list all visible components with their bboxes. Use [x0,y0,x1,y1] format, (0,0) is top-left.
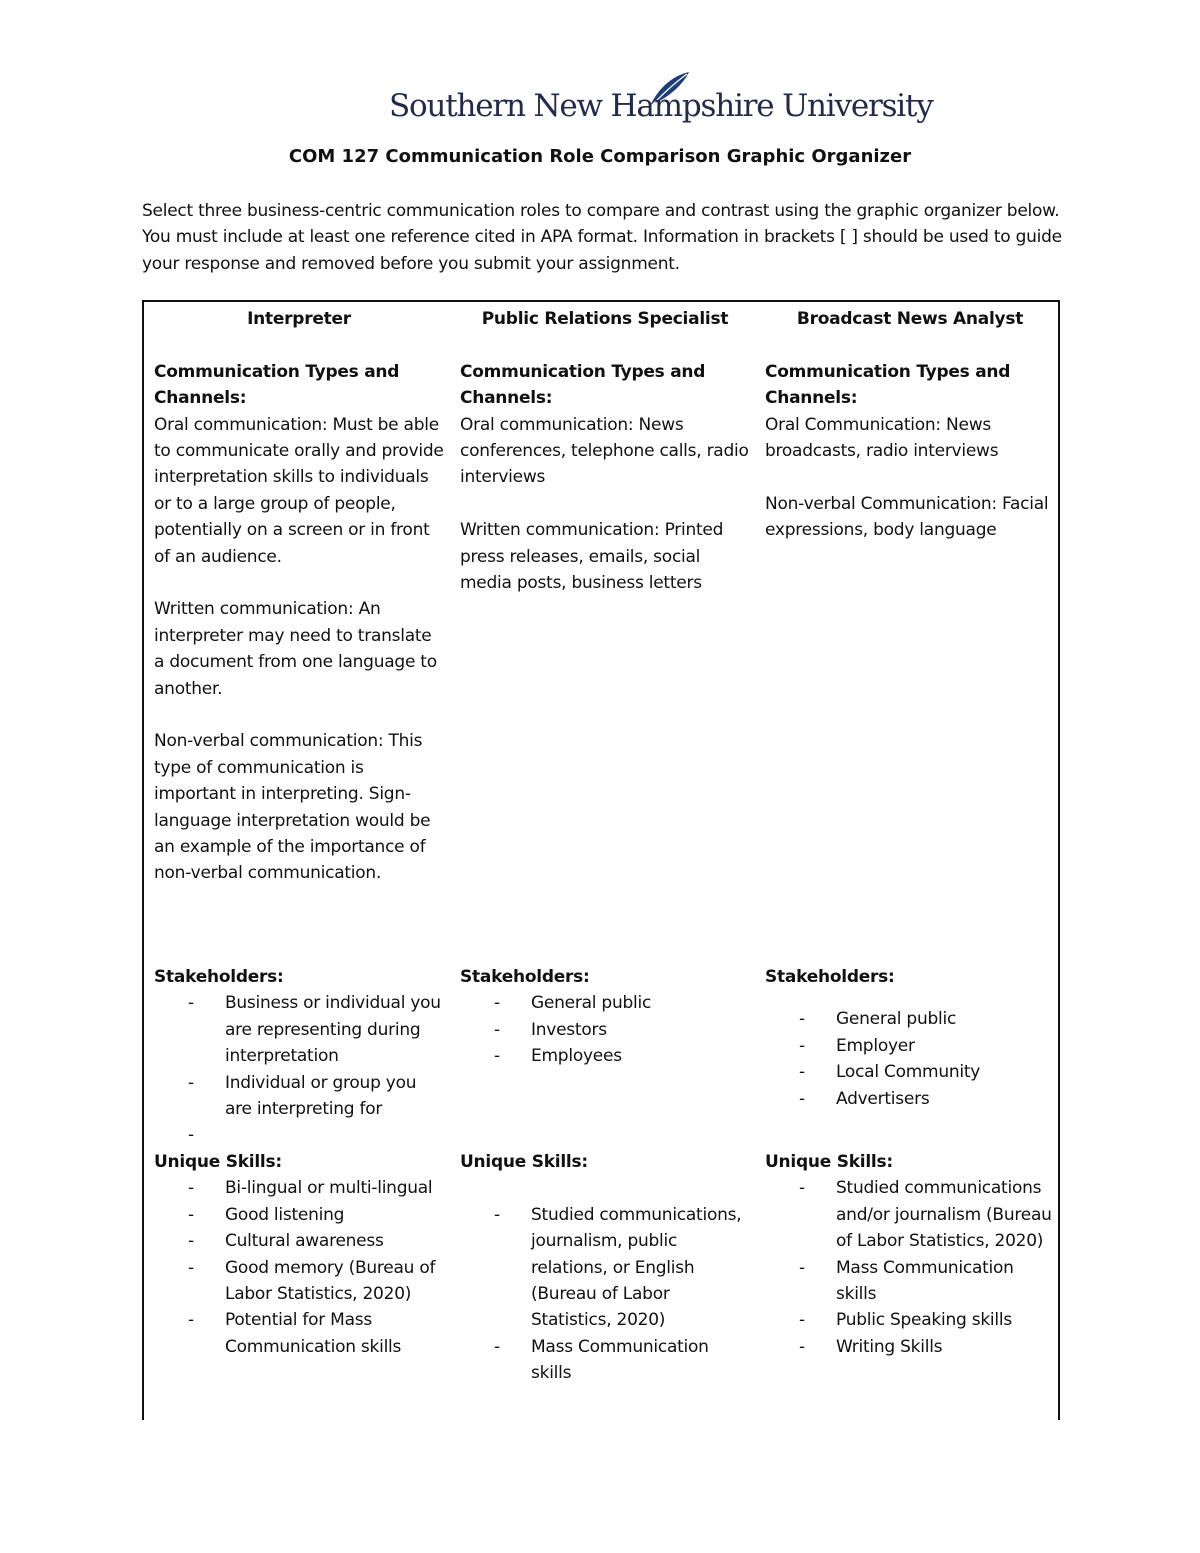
section-title-stakeholders: Stakeholders: [154,967,284,987]
skills-block [765,1149,1055,1360]
column-broadcast-news-analyst [765,302,1055,1357]
section-title-stakeholders: Stakeholders: [460,967,590,987]
list-item: - Public Speaking skills [765,1307,1055,1333]
university-name: Southern New Hampshire University [389,88,933,124]
column-header: Broadcast News Analyst [796,309,1024,329]
list-item [154,1122,444,1148]
column-public-relations-specialist [460,302,750,1384]
section-title-stakeholders: Stakeholders: [765,967,895,987]
list-item: - Cultural awareness [154,1228,444,1254]
skills-block [154,1149,444,1360]
list-item: - Employer [765,1033,1055,1059]
skills-list [765,1175,1055,1360]
list-item: - Potential for Mass Communication skills [154,1307,444,1360]
list-item: - Local Community [765,1059,1055,1085]
list-item: - Writing Skills [765,1334,1055,1360]
section-title-skills: Unique Skills: [765,1152,893,1172]
stakeholders-list [765,1006,1055,1112]
list-item: - Employees [460,1043,750,1069]
column-header: Interpreter [247,309,351,329]
communication-text: Oral communication: News conferences, telephone calls, radio interviews [460,414,749,488]
university-logo [385,70,933,140]
communication-text: Non-verbal Communication: Facial expressions, body language [765,493,1049,541]
section-title-communication: Communication Types and Channels: [460,361,706,409]
stakeholders-list [460,990,750,1069]
section-title-skills: Unique Skills: [154,1152,282,1172]
list-item: - Bi-lingual or multi-lingual [154,1175,444,1201]
list-item: - Studied communications, journalism, public relations, or English (Bureau of Labor Statistics, 2020) [460,1202,750,1334]
list-item: - General public [460,990,750,1016]
communication-text: Written communication: Printed press releases, emails, social media posts, business letters [460,520,724,594]
list-item: - Advertisers [765,1086,1055,1112]
graphic-organizer-table [142,300,1060,1420]
skills-list [154,1175,444,1360]
list-item: - Good memory (Bureau of Labor Statistics, 2020) [154,1255,444,1308]
instructions-paragraph: Select three business-centric communication roles to compare and contrast using the graphic organizer below. You must include at least one reference cited in APA format. Information in brackets [ ] should be used to guide your response and removed before you submit your assignment. [142,201,1062,274]
list-item: - Investors [460,1017,750,1043]
column-interpreter [154,302,444,1357]
section-title-skills: Unique Skills: [460,1152,588,1172]
skills-list [460,1202,750,1387]
section-title-communication: Communication Types and Channels: [765,361,1011,409]
skills-block [460,1149,750,1387]
list-item: - Mass Communication skills [765,1255,1055,1308]
page-title: COM 127 Communication Role Comparison Graphic Organizer [288,146,912,167]
stakeholders-block [460,964,750,1070]
communication-text: Written communication: An interpreter may need to translate a document from one language to another. [154,599,437,699]
communication-text: Oral Communication: News broadcasts, radio interviews [765,414,999,462]
communication-text: Oral communication: Must be able to communicate orally and provide interpretation skills to individuals or to a large group of people, potentially on a screen or in front of an audience. [154,414,444,567]
stakeholders-list [154,990,444,1148]
column-header: Public Relations Specialist [481,309,729,329]
stakeholders-block [765,964,1055,1112]
section-title-communication: Communication Types and Channels: [154,361,400,409]
communication-text: Non-verbal communication: This type of communication is important in interpreting. Sign-language interpretation would be an example of the importance of non-verbal communication. [154,731,431,884]
list-item: - Studied communications and/or journalism (Bureau of Labor Statistics, 2020) [765,1175,1055,1254]
list-item: - Good listening [154,1202,444,1228]
list-item: - Individual or group you are interpreting for [154,1070,444,1123]
stakeholders-block [154,964,444,1149]
list-item: - General public [765,1006,1055,1032]
list-item: - Mass Communication skills [460,1334,750,1387]
list-item: - Business or individual you are representing during interpretation [154,990,444,1069]
